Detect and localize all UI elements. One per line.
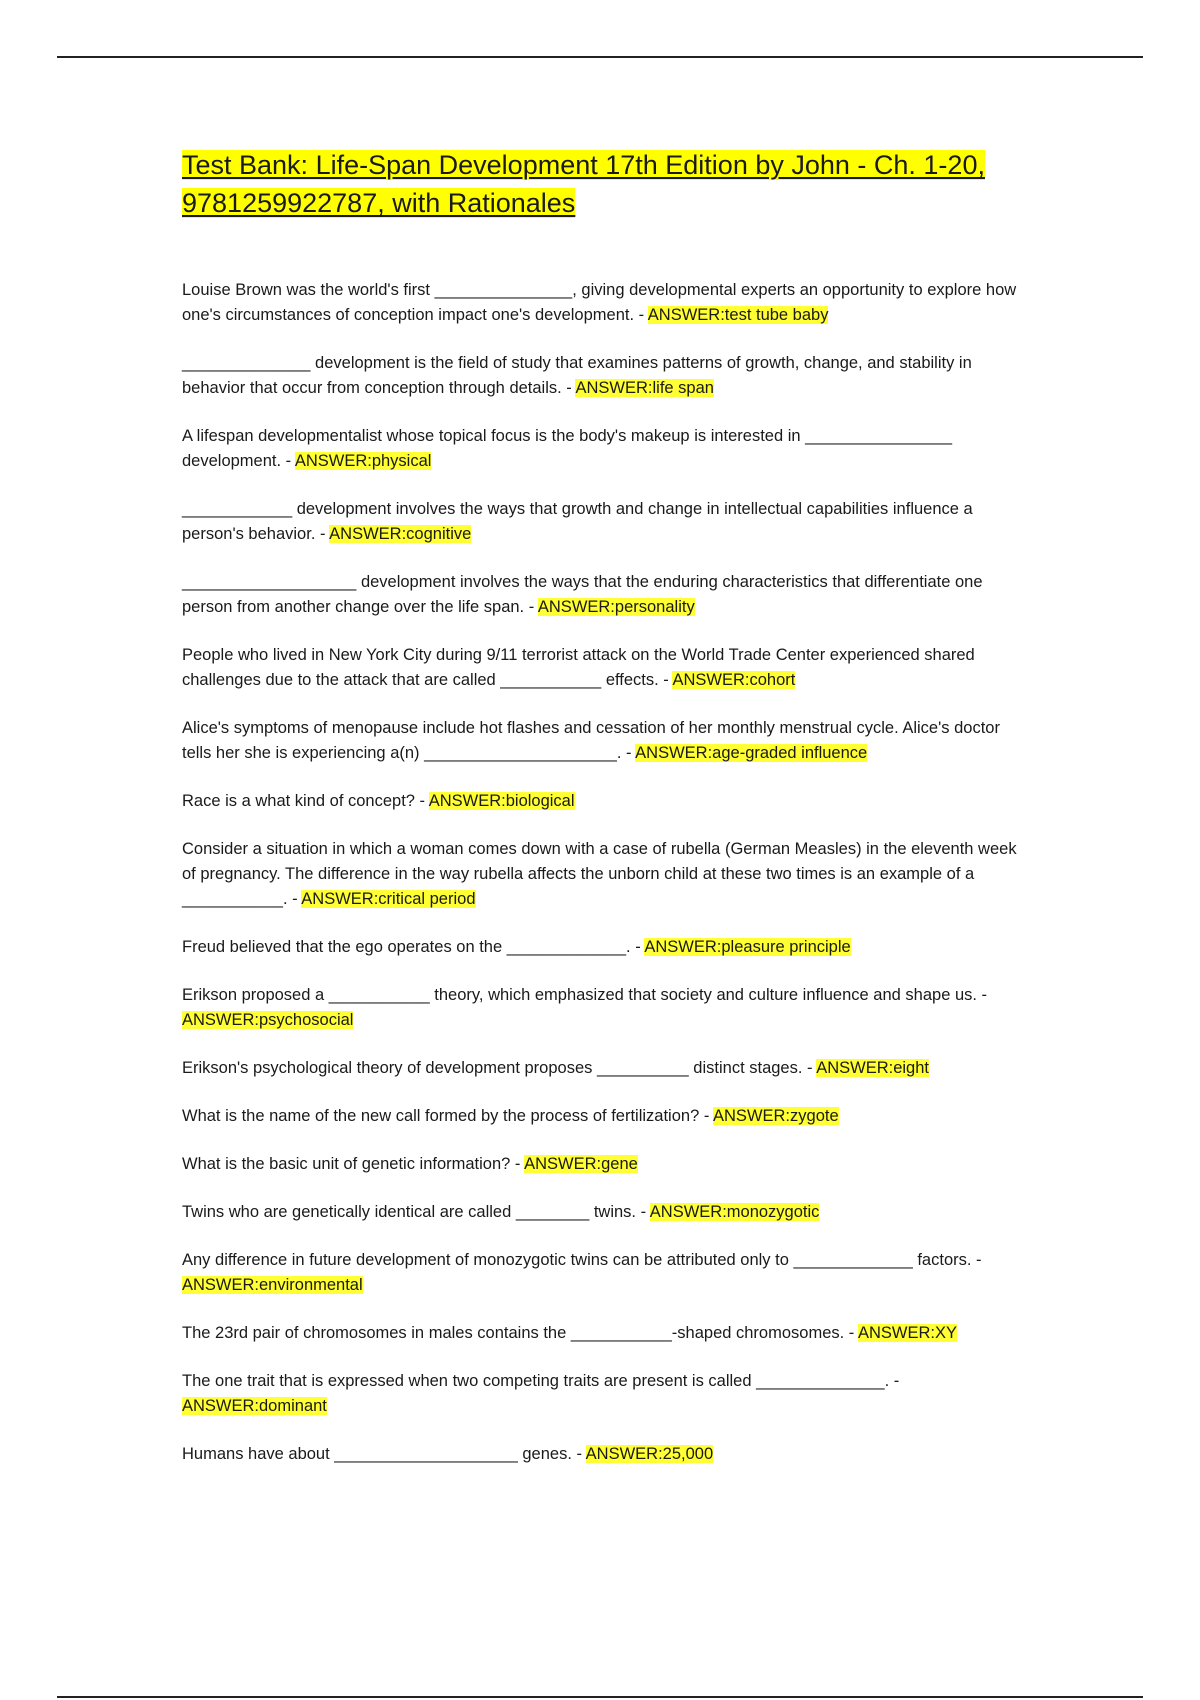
bottom-rule xyxy=(57,1696,1143,1698)
qa-item xyxy=(182,1104,1022,1129)
question-text: Erikson's psychological theory of development proposes __________ distinct stages. - xyxy=(182,1059,817,1077)
question-text: The one trait that is expressed when two competing traits are present is called ______________. - xyxy=(182,1372,900,1390)
question-text: Humans have about ____________________ genes. - xyxy=(182,1445,586,1463)
qa-item xyxy=(182,716,1022,766)
answer-text: ANSWER:25,000 xyxy=(585,1445,714,1463)
question-text: Twins who are genetically identical are called ________ twins. - xyxy=(182,1203,650,1221)
answer-text: ANSWER:eight xyxy=(816,1059,929,1077)
answer-text: ANSWER:biological xyxy=(428,792,575,810)
answer-text: ANSWER:cohort xyxy=(672,671,796,689)
answer-text: ANSWER:zygote xyxy=(713,1107,839,1125)
answer-text: ANSWER:age-graded influence xyxy=(635,744,868,762)
qa-item xyxy=(182,1248,1022,1298)
question-text: Race is a what kind of concept? - xyxy=(182,792,429,810)
question-text: ___________________ development involves the ways that the enduring characteristics that differentiate one person from another change over the life span. - xyxy=(182,573,983,616)
qa-item xyxy=(182,837,1022,912)
qa-item xyxy=(182,1152,1022,1177)
qa-item xyxy=(182,424,1022,474)
question-text: ____________ development involves the ways that growth and change in intellectual capabilities influence a person's behavior. - xyxy=(182,500,973,543)
qa-item xyxy=(182,1200,1022,1225)
answer-text: ANSWER:gene xyxy=(524,1155,638,1173)
qa-item xyxy=(182,497,1022,547)
qa-item xyxy=(182,570,1022,620)
document-body xyxy=(182,146,1022,1490)
answer-text: ANSWER:dominant xyxy=(182,1397,327,1415)
answer-text: ANSWER:cognitive xyxy=(329,525,472,543)
document-title xyxy=(182,146,1022,222)
question-text: Louise Brown was the world's first _______________, giving developmental experts an opportunity to explore how one's circumstances of conception impact one's development. - xyxy=(182,281,1017,324)
answer-text: ANSWER:psychosocial xyxy=(182,1011,354,1029)
qa-item xyxy=(182,983,1022,1033)
question-text: The 23rd pair of chromosomes in males contains the ___________-shaped chromosomes. - xyxy=(182,1324,858,1342)
qa-item xyxy=(182,351,1022,401)
question-text: People who lived in New York City during 9/11 terrorist attack on the World Trade Center experienced shared challenges due to the attack that are called ___________ effects. - xyxy=(182,646,975,689)
answer-text: ANSWER:critical period xyxy=(301,890,476,908)
question-text: A lifespan developmentalist whose topical focus is the body's makeup is interested in ________________ development. - xyxy=(182,427,952,470)
qa-item xyxy=(182,1056,1022,1081)
answer-text: ANSWER:XY xyxy=(857,1324,957,1342)
qa-item xyxy=(182,1442,1022,1467)
qa-item xyxy=(182,278,1022,328)
answer-text: ANSWER:monozygotic xyxy=(649,1203,820,1221)
question-text: Freud believed that the ego operates on the _____________. - xyxy=(182,938,645,956)
question-text: Any difference in future development of monozygotic twins can be attributed only to _____________ factors. - xyxy=(182,1251,982,1269)
question-text: What is the name of the new call formed by the process of fertilization? - xyxy=(182,1107,714,1125)
question-text: Consider a situation in which a woman comes down with a case of rubella (German Measles) in the eleventh week of pregnancy. The difference in the way rubella affects the unborn child at these two times is an example of a ___________. - xyxy=(182,840,1017,908)
qa-item xyxy=(182,643,1022,693)
answer-text: ANSWER:physical xyxy=(294,452,432,470)
answer-text: ANSWER:personality xyxy=(537,598,695,616)
qa-item xyxy=(182,789,1022,814)
answer-text: ANSWER:pleasure principle xyxy=(644,938,851,956)
question-text: Alice's symptoms of menopause include hot flashes and cessation of her monthly menstrual cycle. Alice's doctor tells her she is experiencing a(n) _____________________. - xyxy=(182,719,1000,762)
question-text: ______________ development is the field of study that examines patterns of growth, change, and stability in behavior that occur from conception through details. - xyxy=(182,354,972,397)
qa-item xyxy=(182,935,1022,960)
top-rule xyxy=(57,56,1143,58)
qa-item xyxy=(182,1321,1022,1346)
document-title-text: Test Bank: Life-Span Development 17th Edition by John - Ch. 1-20, 9781259922787, with Rationales xyxy=(182,150,985,218)
answer-text: ANSWER:test tube baby xyxy=(647,306,829,324)
question-text: What is the basic unit of genetic information? - xyxy=(182,1155,525,1173)
answer-text: ANSWER:environmental xyxy=(182,1276,363,1294)
answer-text: ANSWER:life span xyxy=(575,379,714,397)
qa-item xyxy=(182,1369,1022,1419)
question-text: Erikson proposed a ___________ theory, which emphasized that society and culture influence and shape us. - xyxy=(182,986,988,1004)
